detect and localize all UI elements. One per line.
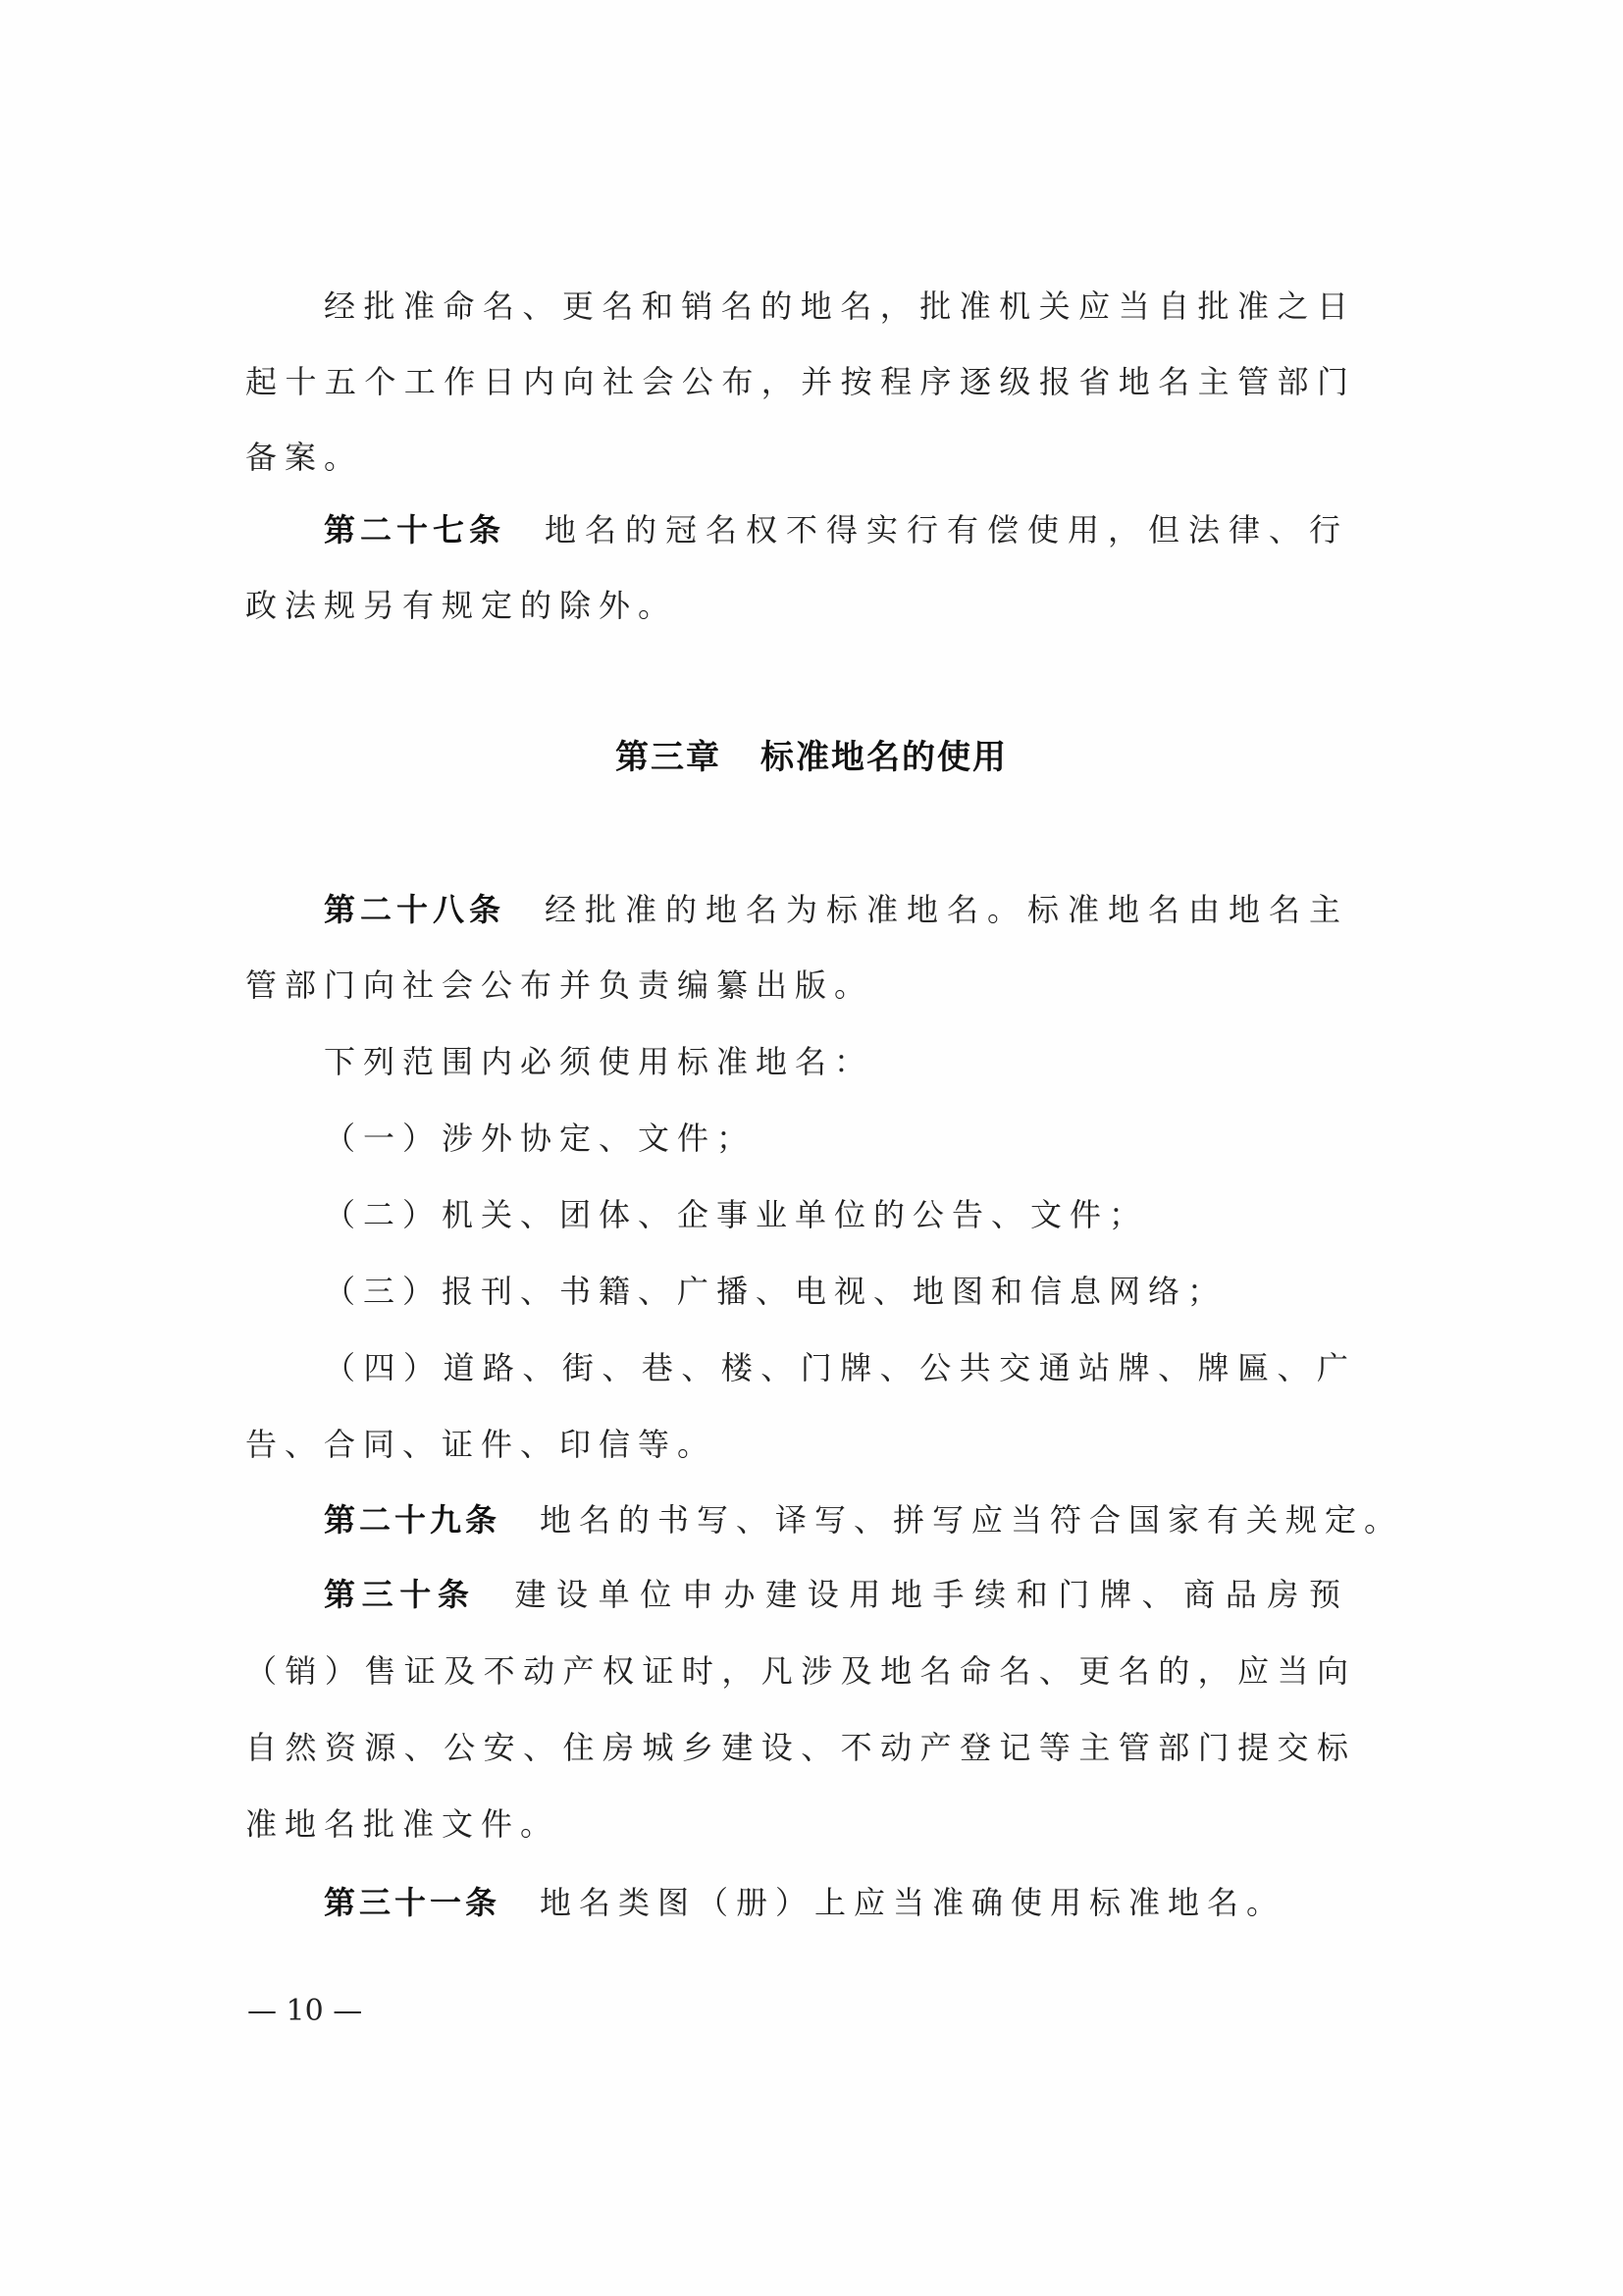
article-text: 建设单位申办建设用地手续和门牌、商品房预 (514, 1576, 1348, 1613)
list-intro: 下列范围内必须使用标准地名： (324, 1043, 874, 1080)
paragraph-line: 准地名批准文件。 (245, 1805, 560, 1843)
list-item: （二）机关、团体、企事业单位的公告、文件； (324, 1196, 1149, 1233)
article-31 (324, 1881, 1348, 1924)
chapter-heading (0, 736, 1623, 779)
article-text: 经批准的地名为标准地名。标准地名由地名主 (545, 891, 1348, 928)
list-item-continuation: 告、合同、证件、印信等。 (245, 1426, 717, 1463)
article-title: 第三十条 (324, 1576, 476, 1613)
paragraph-line: 备案。 (245, 439, 364, 476)
article-27 (324, 508, 1348, 551)
article-text: 地名的冠名权不得实行有偿使用，但法律、行 (545, 511, 1348, 548)
article-title: 第三十一条 (324, 1884, 501, 1921)
paragraph-line: 政法规另有规定的除外。 (245, 587, 678, 624)
article-title: 第二十八条 (324, 891, 505, 928)
article-29 (324, 1498, 1404, 1541)
paragraph-line: （销）售证及不动产权证时，凡涉及地名命名、更名的，应当向 (245, 1652, 1348, 1690)
list-item: （三）报刊、书籍、广播、电视、地图和信息网络； (324, 1273, 1228, 1310)
article-30 (324, 1573, 1348, 1616)
article-28 (324, 888, 1348, 931)
list-item: （四）道路、街、巷、楼、门牌、公共交通站牌、牌匾、广 (324, 1349, 1348, 1386)
paragraph-line: 自然资源、公安、住房城乡建设、不动产登记等主管部门提交标 (245, 1729, 1348, 1766)
chapter-number: 第三章 (615, 738, 721, 777)
page-number: — 10 — (247, 1994, 363, 2028)
paragraph-line: 经批准命名、更名和销名的地名，批准机关应当自批准之日 (324, 287, 1348, 325)
article-text: 地名的书写、译写、拼写应当符合国家有关规定。 (540, 1501, 1404, 1539)
article-title: 第二十七条 (324, 511, 505, 548)
article-title: 第二十九条 (324, 1501, 501, 1539)
article-text: 地名类图（册）上应当准确使用标准地名。 (540, 1884, 1286, 1921)
list-item: （一）涉外协定、文件； (324, 1120, 757, 1157)
paragraph-line: 管部门向社会公布并负责编纂出版。 (245, 966, 874, 1004)
chapter-title: 标准地名的使用 (760, 738, 1008, 777)
paragraph-line: 起十五个工作日内向社会公布，并按程序逐级报省地名主管部门 (245, 363, 1348, 400)
